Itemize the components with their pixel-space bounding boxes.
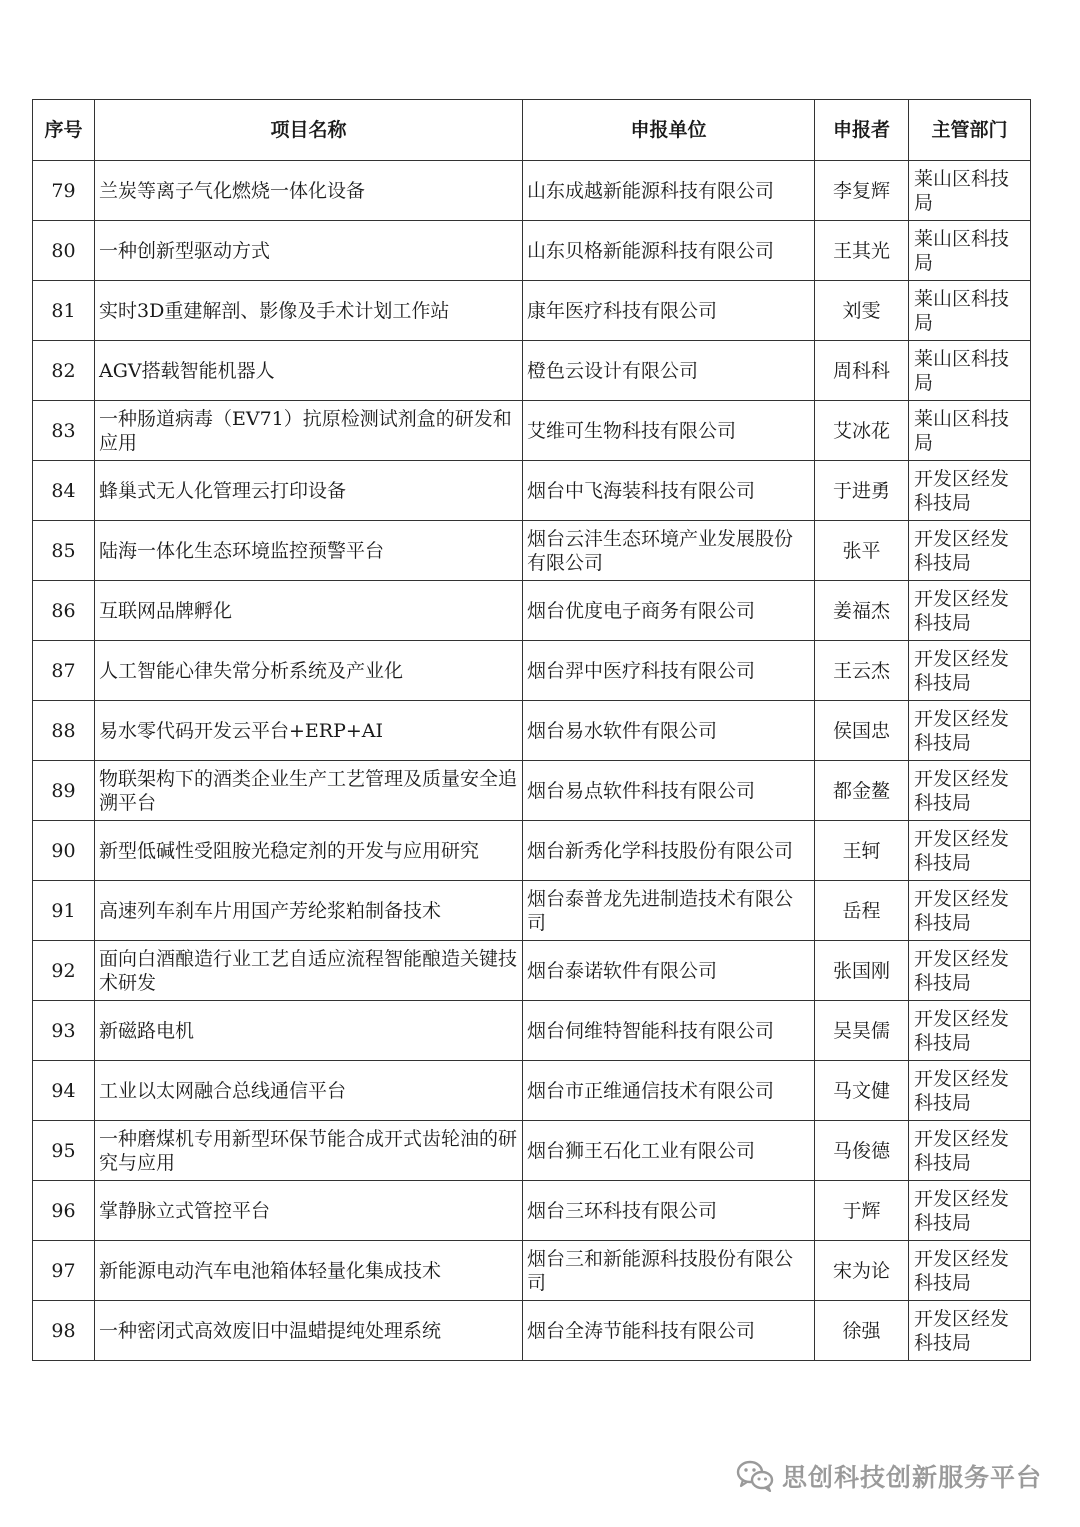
table-header [33, 100, 1031, 161]
header-applicant: 申报者 [815, 100, 909, 161]
applicant-unit-cell: 烟台优度电子商务有限公司 [523, 581, 815, 641]
department-cell: 开发区经发科技局 [909, 461, 1031, 521]
applicant-name-cell: 于进勇 [815, 461, 909, 521]
applicant-name-cell: 李复辉 [815, 161, 909, 221]
project-name-cell: 物联架构下的酒类企业生产工艺管理及质量安全追溯平台 [95, 761, 523, 821]
project-table [32, 99, 1031, 1361]
department-cell: 开发区经发科技局 [909, 1121, 1031, 1181]
table-row [33, 881, 1031, 941]
applicant-unit-cell: 烟台三环科技有限公司 [523, 1181, 815, 1241]
project-name-cell: 易水零代码开发云平台+ERP+AI [95, 701, 523, 761]
applicant-name-cell: 姜福杰 [815, 581, 909, 641]
applicant-unit-cell: 烟台泰诺软件有限公司 [523, 941, 815, 1001]
project-name-cell: AGV搭载智能机器人 [95, 341, 523, 401]
table-row [33, 1241, 1031, 1301]
row-index-cell: 95 [33, 1121, 95, 1181]
project-name-cell: 人工智能心律失常分析系统及产业化 [95, 641, 523, 701]
row-index-cell: 81 [33, 281, 95, 341]
table-row [33, 761, 1031, 821]
applicant-name-cell: 侯国忠 [815, 701, 909, 761]
project-name-cell: 一种密闭式高效废旧中温蜡提纯处理系统 [95, 1301, 523, 1361]
applicant-name-cell: 于辉 [815, 1181, 909, 1241]
applicant-name-cell: 刘雯 [815, 281, 909, 341]
project-name-cell: 工业以太网融合总线通信平台 [95, 1061, 523, 1121]
applicant-name-cell: 周科科 [815, 341, 909, 401]
table-row [33, 1181, 1031, 1241]
row-index-cell: 93 [33, 1001, 95, 1061]
project-name-cell: 一种肠道病毒（EV71）抗原检测试剂盒的研发和应用 [95, 401, 523, 461]
project-name-cell: 实时3D重建解剖、影像及手术计划工作站 [95, 281, 523, 341]
row-index-cell: 86 [33, 581, 95, 641]
applicant-unit-cell: 烟台伺维特智能科技有限公司 [523, 1001, 815, 1061]
header-row [33, 100, 1031, 161]
wechat-icon [736, 1460, 774, 1492]
row-index-cell: 89 [33, 761, 95, 821]
row-index-cell: 90 [33, 821, 95, 881]
watermark-text: 思创科技创新服务平台 [781, 1463, 1042, 1492]
applicant-name-cell: 都金鳌 [815, 761, 909, 821]
department-cell: 开发区经发科技局 [909, 1181, 1031, 1241]
department-cell: 开发区经发科技局 [909, 941, 1031, 1001]
department-cell: 开发区经发科技局 [909, 1061, 1031, 1121]
table-row [33, 1121, 1031, 1181]
header-applicant-unit: 申报单位 [523, 100, 815, 161]
table-row [33, 1001, 1031, 1061]
row-index-cell: 80 [33, 221, 95, 281]
applicant-name-cell: 王云杰 [815, 641, 909, 701]
project-name-cell: 新磁路电机 [95, 1001, 523, 1061]
applicant-name-cell: 马俊德 [815, 1121, 909, 1181]
row-index-cell: 97 [33, 1241, 95, 1301]
table-row [33, 401, 1031, 461]
applicant-name-cell: 马文健 [815, 1061, 909, 1121]
department-cell: 开发区经发科技局 [909, 821, 1031, 881]
table-row [33, 581, 1031, 641]
row-index-cell: 84 [33, 461, 95, 521]
table-row [33, 941, 1031, 1001]
table-row [33, 281, 1031, 341]
table-row [33, 701, 1031, 761]
applicant-unit-cell: 烟台易水软件有限公司 [523, 701, 815, 761]
row-index-cell: 85 [33, 521, 95, 581]
department-cell: 开发区经发科技局 [909, 881, 1031, 941]
applicant-unit-cell: 烟台云沣生态环境产业发展股份有限公司 [523, 521, 815, 581]
applicant-name-cell: 宋为论 [815, 1241, 909, 1301]
table-row [33, 641, 1031, 701]
applicant-name-cell: 王其光 [815, 221, 909, 281]
department-cell: 莱山区科技局 [909, 401, 1031, 461]
row-index-cell: 82 [33, 341, 95, 401]
applicant-name-cell: 张国刚 [815, 941, 909, 1001]
department-cell: 莱山区科技局 [909, 221, 1031, 281]
applicant-unit-cell: 烟台易点软件科技有限公司 [523, 761, 815, 821]
applicant-name-cell: 徐强 [815, 1301, 909, 1361]
table-row [33, 1061, 1031, 1121]
applicant-unit-cell: 烟台全涛节能科技有限公司 [523, 1301, 815, 1361]
row-index-cell: 96 [33, 1181, 95, 1241]
department-cell: 莱山区科技局 [909, 281, 1031, 341]
project-name-cell: 陆海一体化生态环境监控预警平台 [95, 521, 523, 581]
applicant-unit-cell: 烟台三和新能源科技股份有限公司 [523, 1241, 815, 1301]
applicant-unit-cell: 橙色云设计有限公司 [523, 341, 815, 401]
applicant-unit-cell: 山东成越新能源科技有限公司 [523, 161, 815, 221]
header-index: 序号 [33, 100, 95, 161]
department-cell: 开发区经发科技局 [909, 701, 1031, 761]
applicant-name-cell: 王轲 [815, 821, 909, 881]
department-cell: 开发区经发科技局 [909, 761, 1031, 821]
applicant-name-cell: 吴昊儒 [815, 1001, 909, 1061]
applicant-unit-cell: 烟台市正维通信技术有限公司 [523, 1061, 815, 1121]
department-cell: 开发区经发科技局 [909, 1001, 1031, 1061]
table-row [33, 821, 1031, 881]
header-project-name: 项目名称 [95, 100, 523, 161]
applicant-unit-cell: 烟台新秀化学科技股份有限公司 [523, 821, 815, 881]
row-index-cell: 92 [33, 941, 95, 1001]
row-index-cell: 88 [33, 701, 95, 761]
applicant-name-cell: 张平 [815, 521, 909, 581]
applicant-unit-cell: 烟台泰普龙先进制造技术有限公司 [523, 881, 815, 941]
table-row [33, 341, 1031, 401]
applicant-unit-cell: 艾维可生物科技有限公司 [523, 401, 815, 461]
table-row [33, 1301, 1031, 1361]
department-cell: 莱山区科技局 [909, 161, 1031, 221]
department-cell: 莱山区科技局 [909, 341, 1031, 401]
department-cell: 开发区经发科技局 [909, 1241, 1031, 1301]
table-row [33, 161, 1031, 221]
row-index-cell: 98 [33, 1301, 95, 1361]
applicant-unit-cell: 烟台中飞海装科技有限公司 [523, 461, 815, 521]
department-cell: 开发区经发科技局 [909, 641, 1031, 701]
project-name-cell: 面向白酒酿造行业工艺自适应流程智能酿造关键技术研发 [95, 941, 523, 1001]
header-department: 主管部门 [909, 100, 1031, 161]
applicant-unit-cell: 山东贝格新能源科技有限公司 [523, 221, 815, 281]
table-row [33, 461, 1031, 521]
applicant-unit-cell: 康年医疗科技有限公司 [523, 281, 815, 341]
applicant-unit-cell: 烟台羿中医疗科技有限公司 [523, 641, 815, 701]
department-cell: 开发区经发科技局 [909, 581, 1031, 641]
project-name-cell: 互联网品牌孵化 [95, 581, 523, 641]
table-row [33, 221, 1031, 281]
project-name-cell: 掌静脉立式管控平台 [95, 1181, 523, 1241]
applicant-unit-cell: 烟台狮王石化工业有限公司 [523, 1121, 815, 1181]
project-name-cell: 蜂巢式无人化管理云打印设备 [95, 461, 523, 521]
project-name-cell: 高速列车刹车片用国产芳纶浆粕制备技术 [95, 881, 523, 941]
row-index-cell: 87 [33, 641, 95, 701]
applicant-name-cell: 艾冰花 [815, 401, 909, 461]
row-index-cell: 83 [33, 401, 95, 461]
watermark [736, 1456, 1042, 1496]
table-row [33, 521, 1031, 581]
project-name-cell: 一种磨煤机专用新型环保节能合成开式齿轮油的研究与应用 [95, 1121, 523, 1181]
department-cell: 开发区经发科技局 [909, 521, 1031, 581]
department-cell: 开发区经发科技局 [909, 1301, 1031, 1361]
applicant-name-cell: 岳程 [815, 881, 909, 941]
table-body [33, 161, 1031, 1361]
project-name-cell: 新型低碱性受阻胺光稳定剂的开发与应用研究 [95, 821, 523, 881]
project-name-cell: 新能源电动汽车电池箱体轻量化集成技术 [95, 1241, 523, 1301]
row-index-cell: 91 [33, 881, 95, 941]
project-name-cell: 一种创新型驱动方式 [95, 221, 523, 281]
project-name-cell: 兰炭等离子气化燃烧一体化设备 [95, 161, 523, 221]
row-index-cell: 94 [33, 1061, 95, 1121]
row-index-cell: 79 [33, 161, 95, 221]
